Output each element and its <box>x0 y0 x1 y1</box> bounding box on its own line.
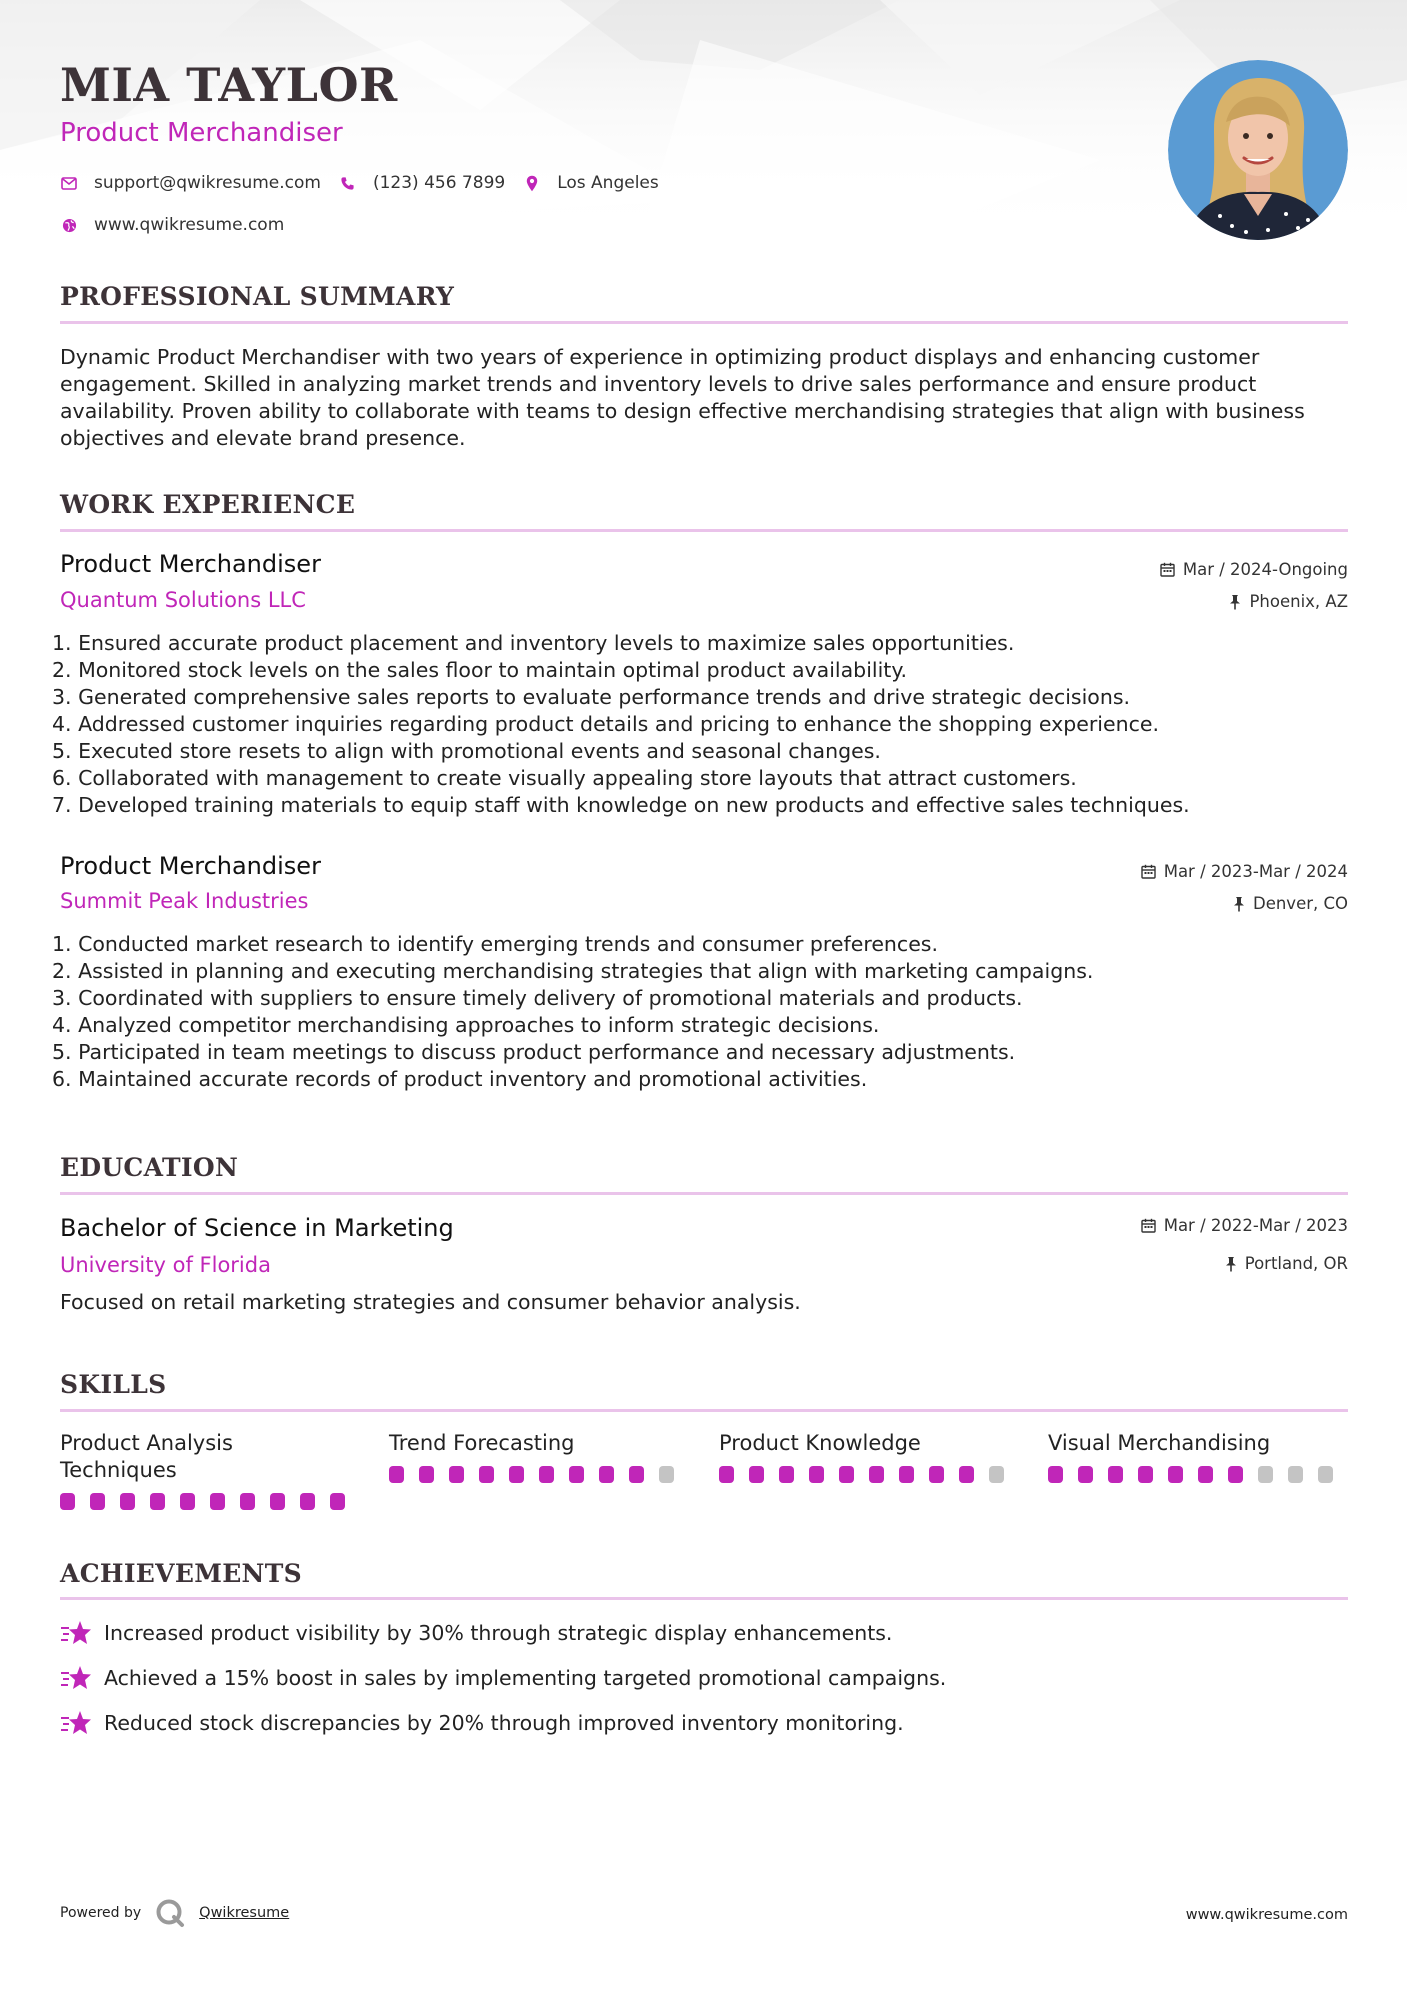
skill-dot-filled <box>809 1466 824 1483</box>
skill-dot-filled <box>629 1466 644 1483</box>
job-location <box>1233 894 1348 913</box>
education-heading: EDUCATION <box>60 1153 239 1182</box>
education-dates <box>1141 1216 1348 1235</box>
skills-divider <box>60 1409 1348 1412</box>
calendar-icon <box>1141 864 1156 879</box>
contact-row-primary <box>60 173 677 193</box>
list-item: 7. Developed training materials to equip staff with knowledge on new products and effective sales techniques. <box>52 793 1190 817</box>
skill-item <box>719 1430 1019 1483</box>
map-pin-icon <box>523 174 541 192</box>
skill-dot-filled <box>959 1466 974 1483</box>
pushpin-icon <box>1233 896 1245 912</box>
list-item: 2. Monitored stock levels on the sales floor to maintain optimal product availability. <box>52 658 908 682</box>
list-item: 1. Ensured accurate product placement and inventory levels to maximize sales opportunities. <box>52 631 1015 655</box>
skill-dot-filled <box>60 1493 75 1510</box>
achievement-text: Achieved a 15% boost in sales by implementing targeted promotional campaigns. <box>104 1666 947 1690</box>
candidate-role: Product Merchandiser <box>60 118 343 148</box>
skill-dot-filled <box>479 1466 494 1483</box>
job-dates <box>1160 560 1348 579</box>
skill-dot-empty <box>1288 1466 1303 1483</box>
skill-rating <box>60 1493 360 1510</box>
job-location-text: Denver, CO <box>1252 894 1348 913</box>
skill-dot-filled <box>330 1493 345 1510</box>
experience-divider <box>60 529 1348 532</box>
footer-url-link[interactable]: www.qwikresume.com <box>1185 1907 1348 1923</box>
skill-item <box>1048 1430 1348 1483</box>
website-link[interactable]: www.qwikresume.com <box>94 215 285 235</box>
skill-dot-filled <box>270 1493 285 1510</box>
job-dates-text: Mar / 2023-Mar / 2024 <box>1163 862 1348 881</box>
skill-name: Product Knowledge <box>719 1431 921 1455</box>
list-item: 6. Collaborated with management to create visually appealing store layouts that attract customers. <box>52 766 1077 790</box>
job-bullets <box>52 630 1190 819</box>
experience-heading: WORK EXPERIENCE <box>60 490 356 519</box>
skill-dot-empty <box>1318 1466 1333 1483</box>
pushpin-icon <box>1229 594 1241 610</box>
summary-text: Dynamic Product Merchandiser with two years of experience in optimizing product displays and enhancing customer engagement. Skilled in analyzing market trends and inventory levels to drive sales performance and ensure product availability. Proven ability to collaborate with teams to design effective merchandising strategies that align with business objectives and elevate brand presence. <box>60 345 1305 450</box>
powered-by-label: Powered by <box>60 1905 142 1921</box>
skill-dot-filled <box>449 1466 464 1483</box>
education-location-text: Portland, OR <box>1244 1254 1348 1273</box>
envelope-icon <box>60 174 78 192</box>
globe-icon <box>60 216 78 234</box>
education-divider <box>60 1192 1348 1195</box>
job-location-text: Phoenix, AZ <box>1249 592 1348 611</box>
achievement-item <box>60 1709 904 1737</box>
skill-dot-filled <box>929 1466 944 1483</box>
achievement-item <box>60 1619 892 1647</box>
summary-heading: PROFESSIONAL SUMMARY <box>60 282 455 311</box>
skill-dot-filled <box>1168 1466 1183 1483</box>
shooting-star-icon <box>60 1664 92 1692</box>
skill-dot-filled <box>90 1493 105 1510</box>
skill-dot-empty <box>989 1466 1004 1483</box>
skill-dot-filled <box>150 1493 165 1510</box>
education-description: Focused on retail marketing strategies and consumer behavior analysis. <box>60 1290 801 1314</box>
profile-photo <box>1168 60 1348 240</box>
calendar-icon <box>1160 562 1175 577</box>
skill-rating <box>1048 1466 1348 1483</box>
skill-dot-filled <box>210 1493 225 1510</box>
achievements-divider <box>60 1597 1348 1600</box>
skill-dot-filled <box>1228 1466 1243 1483</box>
skill-dot-filled <box>839 1466 854 1483</box>
list-item: 1. Conducted market research to identify emerging trends and consumer preferences. <box>52 932 939 956</box>
skill-dot-filled <box>749 1466 764 1483</box>
list-item: 3. Generated comprehensive sales reports to evaluate performance trends and drive strategic decisions. <box>52 685 1131 709</box>
skill-dot-filled <box>389 1466 404 1483</box>
skill-dot-filled <box>1198 1466 1213 1483</box>
degree-title: Bachelor of Science in Marketing <box>60 1214 454 1242</box>
skill-rating <box>719 1466 1019 1483</box>
contact-row-secondary <box>60 215 302 235</box>
calendar-icon <box>1141 1218 1156 1233</box>
summary-divider <box>60 321 1348 324</box>
education-location <box>1225 1254 1348 1273</box>
achievement-item <box>60 1664 946 1692</box>
skill-dot-filled <box>569 1466 584 1483</box>
skill-dot-filled <box>899 1466 914 1483</box>
list-item: 4. Addressed customer inquiries regarding product details and pricing to enhance the shopping experience. <box>52 712 1159 736</box>
skill-dot-filled <box>509 1466 524 1483</box>
skill-dot-filled <box>240 1493 255 1510</box>
list-item: 5. Participated in team meetings to discuss product performance and necessary adjustments. <box>52 1040 1016 1064</box>
qwikresume-link[interactable]: Qwikresume <box>199 1905 290 1921</box>
company-name: Summit Peak Industries <box>60 889 309 913</box>
pushpin-icon <box>1225 1256 1237 1272</box>
skill-dot-filled <box>599 1466 614 1483</box>
job-dates <box>1141 862 1348 881</box>
skill-dot-filled <box>1138 1466 1153 1483</box>
job-title: Product Merchandiser <box>60 550 321 578</box>
candidate-name: MIA TAYLOR <box>60 58 398 112</box>
job-location <box>1229 592 1348 611</box>
phone-number[interactable]: (123) 456 7899 <box>372 173 506 193</box>
skill-dot-filled <box>1108 1466 1123 1483</box>
achievement-text: Increased product visibility by 30% through strategic display enhancements. <box>104 1621 893 1645</box>
qwikresume-logo-icon <box>155 1898 185 1928</box>
skill-dot-filled <box>180 1493 195 1510</box>
list-item: 3. Coordinated with suppliers to ensure timely delivery of promotional materials and products. <box>52 986 1023 1010</box>
location-text: Los Angeles <box>557 173 659 193</box>
skill-dot-empty <box>1258 1466 1273 1483</box>
phone-icon <box>339 174 357 192</box>
list-item: 4. Analyzed competitor merchandising approaches to inform strategic decisions. <box>52 1013 880 1037</box>
skill-dot-filled <box>120 1493 135 1510</box>
skill-dot-filled <box>300 1493 315 1510</box>
skill-dot-filled <box>779 1466 794 1483</box>
skill-dot-filled <box>719 1466 734 1483</box>
skill-dot-filled <box>419 1466 434 1483</box>
footer-branding <box>60 1898 289 1928</box>
skill-rating <box>389 1466 689 1483</box>
email-link[interactable]: support@qwikresume.com <box>94 173 321 193</box>
achievement-text: Reduced stock discrepancies by 20% through improved inventory monitoring. <box>104 1711 904 1735</box>
skill-dot-filled <box>539 1466 554 1483</box>
education-dates-text: Mar / 2022-Mar / 2023 <box>1163 1216 1348 1235</box>
skill-name: Visual Merchandising <box>1048 1431 1271 1455</box>
skill-dot-empty <box>659 1466 674 1483</box>
school-name: University of Florida <box>60 1253 271 1277</box>
skill-dot-filled <box>1078 1466 1093 1483</box>
list-item: 2. Assisted in planning and executing merchandising strategies that align with marketing campaigns. <box>52 959 1094 983</box>
list-item: 5. Executed store resets to align with promotional events and seasonal changes. <box>52 739 881 763</box>
skill-dot-filled <box>1048 1466 1063 1483</box>
skill-item <box>389 1430 689 1483</box>
shooting-star-icon <box>60 1619 92 1647</box>
job-dates-text: Mar / 2024-Ongoing <box>1182 560 1348 579</box>
job-bullets <box>52 931 1093 1093</box>
skill-name: Trend Forecasting <box>389 1431 575 1455</box>
list-item: 6. Maintained accurate records of product inventory and promotional activities. <box>52 1067 868 1091</box>
skill-item <box>60 1430 360 1510</box>
skills-heading: SKILLS <box>60 1370 167 1399</box>
job-title: Product Merchandiser <box>60 852 321 880</box>
skill-dot-filled <box>869 1466 884 1483</box>
company-name: Quantum Solutions LLC <box>60 588 306 612</box>
achievements-heading: ACHIEVEMENTS <box>60 1559 302 1588</box>
skill-name: Product Analysis Techniques <box>60 1431 233 1482</box>
shooting-star-icon <box>60 1709 92 1737</box>
